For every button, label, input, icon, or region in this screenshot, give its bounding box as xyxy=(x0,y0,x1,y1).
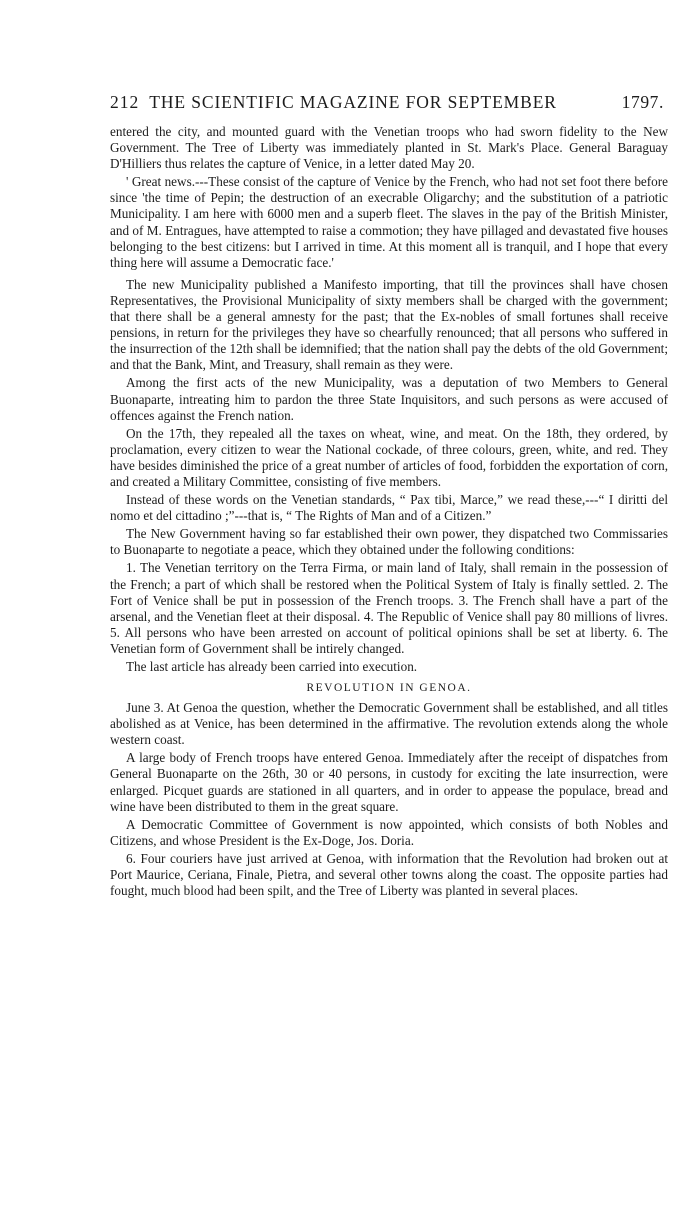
paragraph-french-troops-genoa: A large body of French troops have entered Genoa. Immediately after the receipt of dispatches from General Buonaparte on the 26th, 30 or 40 persons, in custody for exciting the late insurrection, were enlarged. Picquet guards are stationed in all quarters, and in order to appease the populace, bread and wine have been distributed to them in the great square. xyxy=(110,750,668,814)
page-number: 212 xyxy=(110,92,140,112)
paragraph-taxes-repealed: On the 17th, they repealed all the taxes on wheat, wine, and meat. On the 18th, they ordered, by proclamation, every citizen to wear the National cockade, of three colours, green, white, and red. They have besides diminished the price of a great number of articles of food, forbidden the exportation of corn, and created a Military Committee, consisting of five members. xyxy=(110,425,668,489)
paragraph-venice-entry: entered the city, and mounted guard with the Venetian troops who had sworn fidelity to the New Government. The Tree of Liberty was immediately planted in St. Mark's Place. General Baraguay D'Hilliers thus relates the capture of Venice, in a letter dated May 20. xyxy=(110,124,668,172)
paragraph-great-news-quote: ' Great news.---These consist of the capture of Venice by the French, who had not set foot there before since 'the time of Pepin; the destruction of an execrable Oligarchy; and the substitution of a patriotic Municipality. I am here with 6000 men and a superb fleet. The slaves in the pay of the British Minister, and of M. Entragues, have attempted to raise a commotion; they have pillaged and devastated five houses belonging to the best citizens: but I arrived in time. At this moment all is tranquil, and I hope that every thing here will assume a Democratic face.' xyxy=(110,174,668,270)
paragraph-peace-conditions: 1. The Venetian territory on the Terra Firma, or main land of Italy, shall remain in the possession of the French; a part of which shall be restored when the Political System of Italy is finally settled. 2. The Fort of Venice shall be put in possession of the French troops. 3. The French shall have a part of the arsenal, and the Venetian fleet at their disposal. 4. The Republic of Venice shall pay 80 millions of livres. 5. All persons who have been arrested on account of political opinions shall be set at liberty. 6. The Venetian form of Government shall be intirely changed. xyxy=(110,560,668,656)
paragraph-peace-negotiation: The New Government having so far established their own power, they dispatched two Commissaries to Buonaparte to negotiate a peace, which they obtained under the following conditions: xyxy=(110,526,668,558)
running-header xyxy=(110,92,668,113)
paragraph-democratic-committee: A Democratic Committee of Government is now appointed, which consists of both Nobles and Citizens, and whose President is the Ex-Doge, Jos. Doria. xyxy=(110,816,668,848)
magazine-page xyxy=(110,92,668,901)
paragraph-genoa-june-3: June 3. At Genoa the question, whether the Democratic Government shall be established, and all titles abolished as at Venice, has been determined in the affirmative. The revolution extends along the whole western coast. xyxy=(110,700,668,748)
paragraph-couriers: 6. Four couriers have just arrived at Genoa, with information that the Revolution had broken out at Port Maurice, Ceriana, Finale, Pietra, and several other towns along the coast. The opposite parties had fought, much blood had been spilt, and the Tree of Liberty was planted in several places. xyxy=(110,850,668,899)
paragraph-last-article: The last article has already been carried into execution. xyxy=(126,659,418,674)
section-heading-genoa: REVOLUTION IN GENOA. xyxy=(306,682,472,695)
header-year: 1797. xyxy=(621,92,664,112)
paragraph-first-acts: Among the first acts of the new Municipality, was a deputation of two Members to General Buonaparte, intreating him to pardon the three State Inquisitors, and such persons as were accused of offences against the French nation. xyxy=(110,375,668,423)
paragraph-venetian-standards: Instead of these words on the Venetian standards, “ Pax tibi, Marce,” we read these,---“ I diritti del nomo et del cittadino ;”---that is, “ The Rights of Man and of a Citizen.” xyxy=(110,492,668,524)
paragraph-municipality-manifesto: The new Municipality published a Manifesto importing, that till the provinces shall have chosen Representatives, the Provisional Municipality of sixty members shall be charged with the government; that there shall be a general amnesty for the past; that the Ex-nobles of small fortunes shall receive pensions, in return for the privileges they have so chearfully renounced; that all persons who suffered in the insurrection of the 12th shall be idemnified; that the nation shall pay the debts of the old Government; and that the Bank, Mint, and Treasury, shall remain as they were. xyxy=(110,276,668,373)
running-title: THE SCIENTIFIC MAGAZINE FOR SEPTEMBER xyxy=(149,92,557,112)
